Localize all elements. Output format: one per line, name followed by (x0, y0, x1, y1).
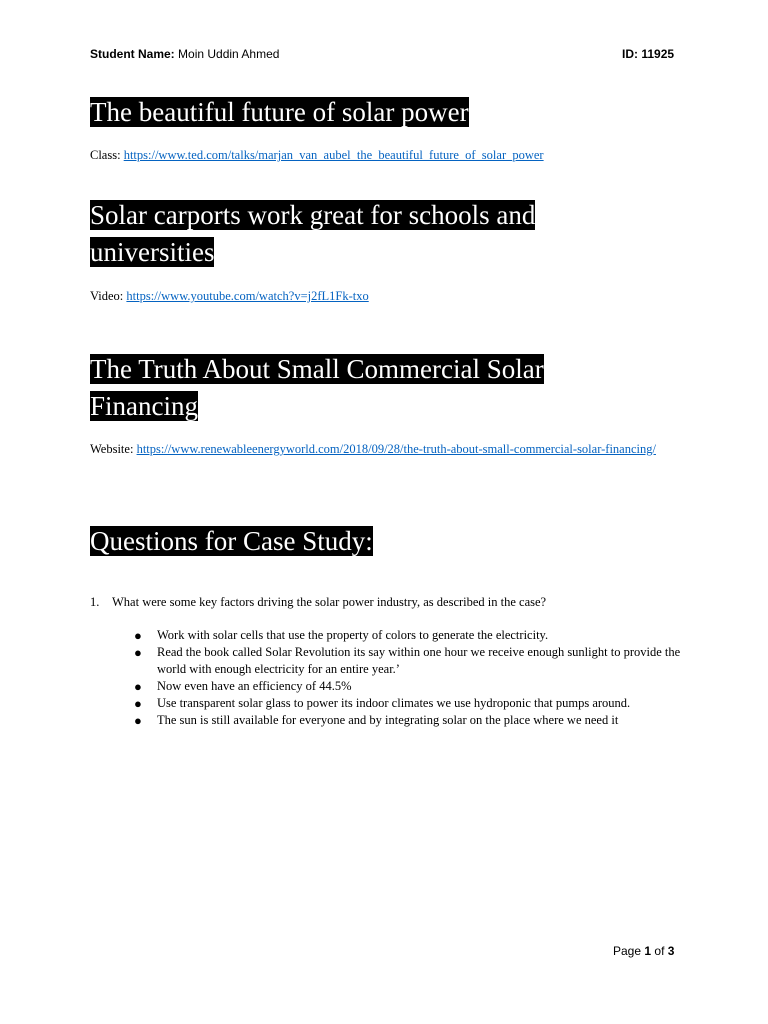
section-heading-financing (90, 351, 650, 425)
answer-text: Now even have an efficiency of 44.5% (157, 679, 352, 693)
answer-list (130, 627, 702, 729)
bullet-icon: ● (134, 713, 142, 728)
source-line-class (90, 146, 680, 164)
student-name-value: Moin Uddin Ahmed (178, 47, 280, 61)
section-heading-carports-text: Solar carports work great for schools and universities (90, 200, 536, 267)
question-text: What were some key factors driving the solar power industry, as described in the case? (112, 595, 547, 609)
questions-heading (90, 523, 650, 560)
bullet-icon: ● (134, 628, 142, 643)
question-item (90, 594, 546, 610)
page-word: Page (613, 944, 642, 958)
list-item (134, 695, 702, 712)
page-number (613, 944, 674, 958)
answer-text: Work with solar cells that use the property of colors to generate the electricity. (157, 628, 549, 642)
list-item (134, 627, 702, 644)
source-label-video: Video: (90, 289, 124, 303)
section-heading-ted (90, 94, 650, 131)
page-total: 3 (667, 944, 675, 958)
of-word: of (654, 944, 665, 958)
answer-text: The sun is still available for everyone and by integrating solar on the place where we need it (157, 713, 619, 727)
section-heading-financing-text: The Truth About Small Commercial Solar Financing (90, 354, 544, 421)
section-heading-carports (90, 197, 650, 271)
section-heading-ted-text: The beautiful future of solar power (90, 97, 469, 127)
student-name-line (90, 47, 279, 61)
bullet-icon: ● (134, 679, 142, 694)
questions-heading-text: Questions for Case Study: (90, 526, 373, 556)
student-id-value: 11925 (641, 47, 675, 61)
bullet-icon: ● (134, 696, 142, 711)
list-item (134, 712, 702, 729)
source-line-video (90, 287, 680, 305)
student-id-line (622, 47, 674, 61)
source-line-website (90, 440, 680, 458)
link-renewable-energy-world[interactable]: https://www.renewableenergyworld.com/2018/09/28/the-truth-about-small-commercial-solar-financing/ (136, 442, 656, 456)
source-label-website: Website: (90, 442, 134, 456)
student-id-label: ID: (622, 47, 638, 61)
list-item (134, 678, 702, 695)
link-ted-talk[interactable]: https://www.ted.com/talks/marjan_van_aubel_the_beautiful_future_of_solar_power (123, 148, 544, 162)
answer-text: Read the book called Solar Revolution its say within one hour we receive enough sunlight to provide the world with enough electricity for an entire year.’ (157, 645, 681, 676)
student-name-label: Student Name: (90, 47, 175, 61)
link-youtube-video[interactable]: https://www.youtube.com/watch?v=j2fL1Fk-txo (126, 289, 369, 303)
answer-text: Use transparent solar glass to power its indoor climates we use hydroponic that pumps around. (157, 696, 631, 710)
question-number: 1. (90, 595, 100, 609)
list-item (134, 644, 702, 678)
page-current: 1 (644, 944, 652, 958)
source-label-class: Class: (90, 148, 121, 162)
bullet-icon: ● (134, 645, 142, 660)
